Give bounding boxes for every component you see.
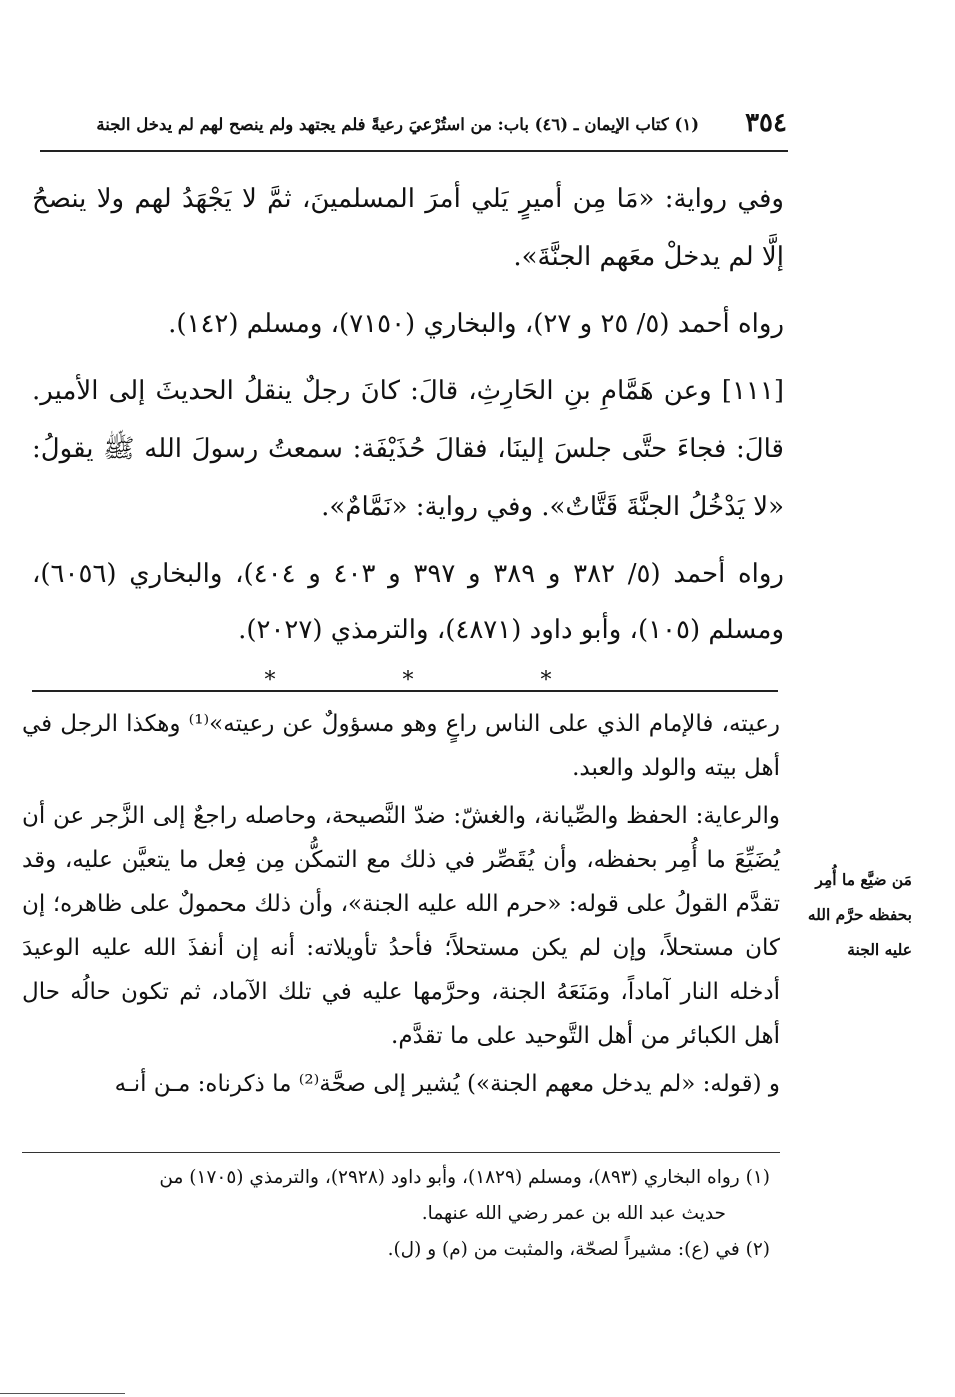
footnote-2: (٢) في (ع): مشيراً لصحّة، والمثبت من (م) و (ل). [387, 1239, 770, 1260]
running-header [40, 108, 787, 148]
footnote-1: (١) رواه البخاري (٨٩٣)، ومسلم (١٨٢٩)، وأبو داود (٢٩٢٨)، والترمذي (١٧٠٥) من [159, 1167, 770, 1188]
hadith-reference: رواه أحمد (٥/ ٣٨٢ و ٣٨٩ و ٣٩٧ و ٤٠٣ و ٤٠٤)، والبخاري (٦٠٥٦)، ومسلم (١٠٥)، وأبو داود (٤٨٧١)، والترمذي (٢٠٢٧). [32, 559, 784, 645]
commentary-rule [32, 690, 778, 692]
page-number: ٣٥٤ [745, 108, 787, 138]
footnote-rule [22, 1152, 780, 1153]
hadith-text [32, 170, 784, 693]
commentary-paragraph: و (قوله: «لم يدخل معهم الجنة») يُشير إلى صحَّة⁽²⁾ ما ذكرناه: مـن أنـه [114, 1071, 780, 1097]
commentary-paragraph: والرعاية: الحفظ والصِّيانة، والغشّ: ضدّ النَّصيحة، وحاصله راجعٌ إلى الزَّجر عن أن يُضَيِّعَ ما أُمِر بحفظه، وأن يُقَصِّر في ذلك مع التمكُّن مِن فِعل ما يتعيَّن عليه، وقد تقدَّم القولُ على قوله: «حرم الله عليه الجنة»، وأن ذلك محمولٌ على ظاهره؛ إن كان مستحلاً، وإن لم يكن مستحلاً؛ فأحدُ تأويلاته: أنه إن أنفذَ الله عليه الوعيدَ أدخله النار آماداً، ومَنَعَهُ الجنة، وحرَّمها عليه في تلك الآماد، ثم تكون حالُه حال أهل الكبائر من أهل التَّوحيد على ما تقدَّم. [22, 803, 780, 1049]
hadith-reference: رواه أحمد (٥/ ٢٥ و ٢٧)، والبخاري (٧١٥٠)، ومسلم (١٤٢). [168, 309, 784, 339]
section-separator: * * * [264, 668, 612, 693]
narration-variant: وفي رواية: «مَا مِن أميرٍ يَلي أمرَ المسلمينَ، ثمَّ لا يَجْهَدُ لهم ولا ينصحُ إلَّا لم يدخلْ معَهم الجنَّةَ». [32, 184, 784, 272]
hadith-111: [١١١] وعن هَمَّامِ بنِ الحَارِثِ، قالَ: كانَ رجلٌ ينقلُ الحديثَ إلى الأمير. قالَ: فجاءَ حتَّى جلسَ إلينَا، فقالَ حُذَيْفَة: سمعتُ رسولَ الله ﷺ يقولُ: «لا يَدْخُلُ الجنَّةَ قَتَّاتٌ». وفي رواية: «نَمَّامٌ». [32, 376, 784, 522]
commentary-paragraph: رعيته، فالإمام الذي على الناس راعٍ وهو مسؤولٌ عن رعيته»⁽¹⁾ وهكذا الرجل في أهل بيته والولد والعبد. [22, 711, 781, 781]
scan-edge-line [0, 1393, 125, 1394]
header-rule [40, 150, 788, 152]
running-title: (١) كتاب الإيمان ـ (٤٦) باب: من استُرْعيَ رعيةً فلم يجتهد ولم ينصح لهم لم يدخل الجنة [96, 115, 699, 134]
margin-note: مَن ضيَّع ما أُمِر بحفظه حرَّم الله عليه الجنة [807, 870, 912, 959]
footnotes [22, 1160, 770, 1268]
footnote-1-continued: حديث عبد الله بن عمر رضي الله عنهما. [421, 1203, 726, 1224]
commentary-text [22, 702, 780, 1110]
